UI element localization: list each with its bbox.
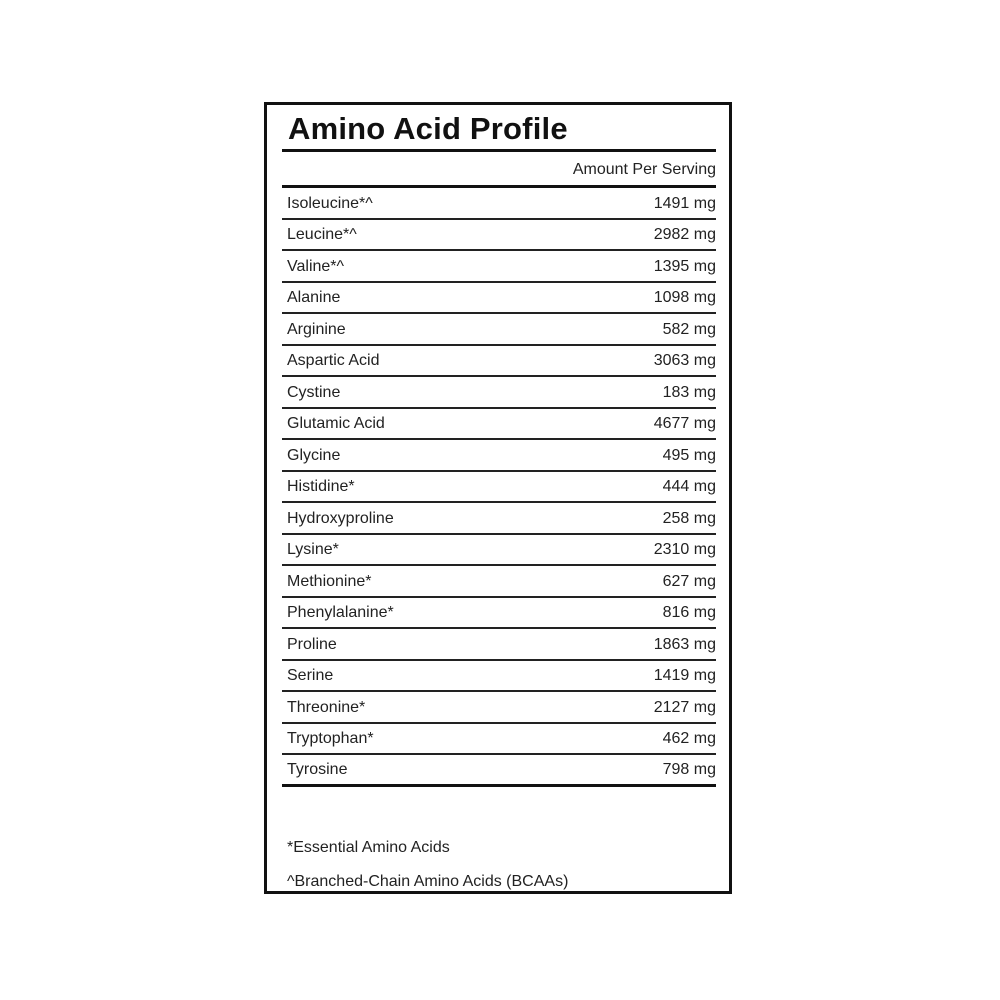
amino-acid-amount: 258 mg [662, 509, 716, 527]
amino-acid-name: Proline [287, 635, 337, 653]
column-header-amount: Amount Per Serving [572, 161, 716, 178]
table-row [282, 755, 716, 787]
amino-acid-name: Aspartic Acid [287, 352, 380, 369]
amino-acid-name: Serine [287, 667, 334, 684]
amino-acid-amount: 4677 mg [653, 415, 716, 432]
amino-acid-name: Tyrosine [287, 760, 348, 778]
amino-acid-amount: 816 mg [662, 604, 716, 621]
amino-acid-amount: 1491 mg [653, 194, 716, 212]
amino-acid-name: Histidine* [287, 478, 355, 495]
amino-acid-table [282, 188, 716, 787]
table-row [282, 409, 716, 441]
amino-acid-profile-panel [264, 102, 732, 894]
table-row [282, 440, 716, 472]
amino-acid-amount: 495 mg [662, 446, 716, 464]
table-row [282, 724, 716, 756]
table-row [282, 661, 716, 693]
amino-acid-name: Valine*^ [287, 257, 345, 275]
amino-acid-name: Cystine [287, 383, 341, 401]
table-row [282, 346, 716, 378]
amino-acid-name: Alanine [287, 289, 341, 306]
table-row [282, 472, 716, 504]
amino-acid-amount: 582 mg [662, 320, 716, 338]
amino-acid-name: Lysine* [287, 541, 339, 558]
amino-acid-amount: 798 mg [662, 760, 716, 778]
amino-acid-amount: 462 mg [662, 730, 716, 747]
table-row [282, 598, 716, 630]
panel-title: Amino Acid Profile [288, 111, 568, 146]
amino-acid-name: Methionine* [287, 572, 372, 590]
table-row [282, 566, 716, 598]
amino-acid-amount: 1863 mg [653, 635, 716, 653]
amino-acid-amount: 2982 mg [653, 226, 716, 243]
table-row [282, 314, 716, 346]
amino-acid-name: Hydroxyproline [287, 509, 394, 527]
title-divider [282, 149, 716, 152]
amino-acid-name: Isoleucine*^ [287, 194, 373, 212]
table-row [282, 251, 716, 283]
amino-acid-amount: 627 mg [662, 572, 716, 590]
table-row [282, 377, 716, 409]
amino-acid-amount: 1419 mg [653, 667, 716, 684]
amino-acid-name: Threonine* [287, 698, 366, 716]
table-row [282, 188, 716, 220]
table-row [282, 283, 716, 315]
amino-acid-amount: 444 mg [662, 478, 716, 495]
table-row [282, 535, 716, 567]
column-header-row [282, 155, 716, 188]
footnote-essential: *Essential Amino Acids [287, 839, 450, 856]
amino-acid-amount: 183 mg [662, 383, 716, 401]
table-row [282, 503, 716, 535]
footnotes [287, 839, 716, 907]
amino-acid-name: Glutamic Acid [287, 415, 385, 432]
amino-acid-name: Arginine [287, 320, 346, 338]
amino-acid-amount: 1395 mg [653, 257, 716, 275]
amino-acid-amount: 2310 mg [653, 541, 716, 558]
amino-acid-amount: 1098 mg [653, 289, 716, 306]
table-row [282, 629, 716, 661]
amino-acid-name: Phenylalanine* [287, 604, 394, 621]
amino-acid-name: Leucine*^ [287, 226, 357, 243]
amino-acid-name: Tryptophan* [287, 730, 374, 747]
table-row [282, 692, 716, 724]
table-row [282, 220, 716, 252]
amino-acid-name: Glycine [287, 446, 341, 464]
amino-acid-amount: 3063 mg [653, 352, 716, 369]
amino-acid-amount: 2127 mg [653, 698, 716, 716]
footnote-bcaa: ^Branched-Chain Amino Acids (BCAAs) [287, 873, 569, 890]
